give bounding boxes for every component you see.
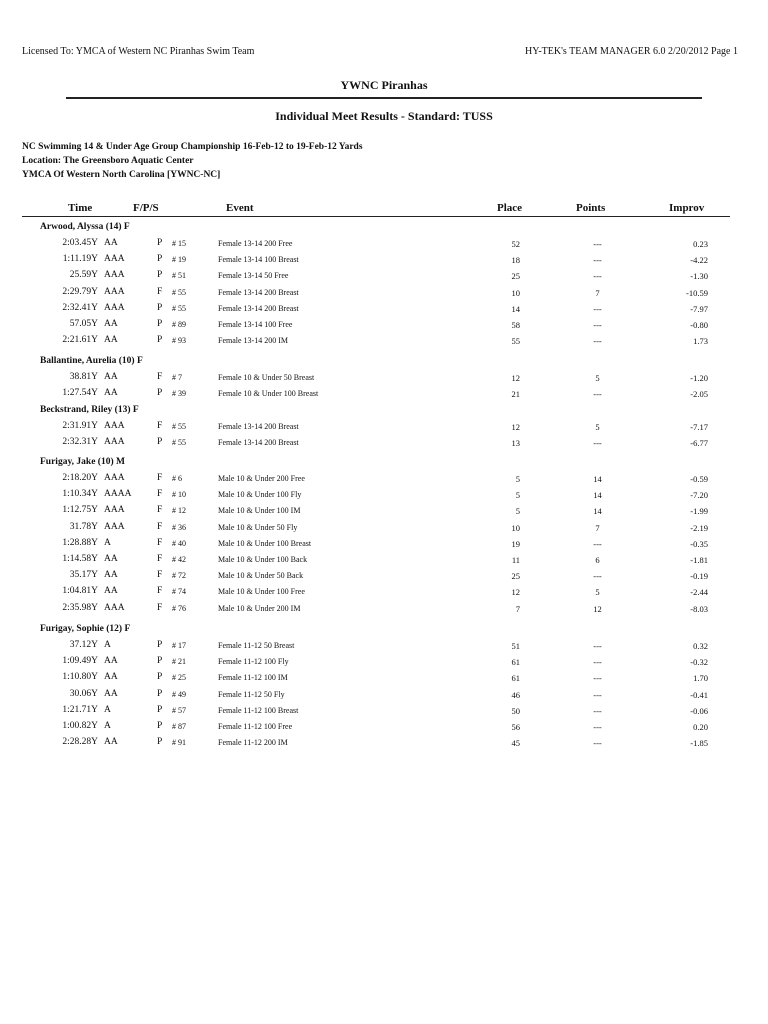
result-standard: AAA: [104, 270, 125, 281]
result-place: 51: [511, 641, 520, 651]
result-place: 46: [511, 689, 520, 700]
result-standard: AA: [104, 372, 118, 382]
result-event-number: # 91: [172, 738, 186, 748]
result-place: 7: [515, 603, 520, 614]
result-fps: P: [157, 737, 163, 748]
result-time: 1:09.49Y: [62, 656, 98, 667]
result-improv: -1.85: [690, 738, 708, 749]
team-title: YWNC Piranhas: [340, 78, 428, 92]
result-points: 5: [595, 422, 600, 432]
result-improv: -0.59: [690, 474, 708, 484]
result-event-number: # 40: [172, 538, 186, 548]
result-fps: P: [157, 319, 163, 329]
result-points: 5: [595, 587, 600, 598]
result-event: Female 13-14 200 Free: [218, 239, 293, 248]
report-title: Individual Meet Results - Standard: TUSS: [275, 109, 493, 123]
result-time: 57.05Y: [69, 319, 98, 329]
result-standard: AA: [104, 554, 118, 564]
swimmer-name: Beckstrand, Riley (13) F: [40, 405, 139, 415]
result-event-number: # 93: [172, 336, 186, 346]
result-improv: -0.41: [690, 689, 708, 700]
result-standard: AAA: [104, 505, 125, 516]
result-fps: P: [157, 721, 163, 731]
result-place: 52: [511, 239, 520, 249]
result-standard: A: [104, 640, 111, 650]
result-row: [0, 238, 768, 254]
result-improv: -1.30: [690, 271, 708, 282]
result-standard: AA: [104, 335, 118, 346]
result-event: Male 10 & Under 200 IM: [218, 603, 301, 613]
result-points: ---: [593, 320, 602, 330]
result-points: 14: [593, 474, 602, 484]
result-event: Male 10 & Under 50 Fly: [218, 522, 298, 532]
result-event-number: # 89: [172, 320, 186, 329]
result-fps: P: [157, 388, 163, 399]
result-points: ---: [593, 722, 602, 732]
result-points: ---: [593, 571, 602, 582]
result-row: [0, 705, 768, 721]
result-points: 5: [595, 373, 600, 383]
result-place: 56: [511, 722, 520, 732]
result-fps: F: [157, 421, 163, 431]
result-standard: AAA: [104, 302, 125, 313]
result-event-number: # 57: [172, 705, 186, 715]
result-place: 10: [511, 522, 520, 533]
result-place: 25: [511, 571, 520, 582]
result-row: [0, 721, 768, 737]
result-time: 1:04.81Y: [62, 586, 98, 597]
result-improv: -10.59: [686, 287, 708, 298]
result-improv: 0.20: [693, 722, 708, 732]
result-place: 5: [515, 474, 520, 484]
result-points: ---: [593, 438, 602, 449]
result-fps: P: [157, 254, 163, 265]
result-points: ---: [593, 538, 602, 549]
result-time: 2:32.41Y: [62, 302, 98, 313]
result-row: [0, 388, 768, 404]
result-points: 14: [593, 506, 602, 517]
result-improv: -2.05: [690, 389, 708, 400]
result-time: 1:11.19Y: [62, 254, 98, 265]
result-time: 1:00.82Y: [62, 721, 98, 731]
result-fps: P: [157, 335, 163, 346]
result-improv: -8.03: [690, 603, 708, 614]
result-event: Female 10 & Under 100 Breast: [218, 389, 319, 399]
result-points: ---: [593, 389, 602, 400]
result-place: 45: [511, 738, 520, 749]
result-place: 58: [511, 320, 520, 330]
result-row: [0, 505, 768, 521]
col-place: Place: [497, 202, 523, 214]
result-improv: -2.44: [690, 587, 708, 598]
result-fps: P: [157, 688, 163, 699]
result-row: [0, 421, 768, 437]
result-fps: P: [157, 640, 163, 650]
result-place: 10: [511, 287, 520, 298]
result-fps: F: [157, 537, 163, 548]
result-fps: F: [157, 570, 163, 581]
result-points: ---: [593, 239, 602, 249]
result-time: 2:31.91Y: [62, 421, 98, 431]
result-row: [0, 437, 768, 453]
result-standard: AAA: [104, 421, 125, 431]
result-row: [0, 672, 768, 688]
result-points: ---: [593, 303, 602, 314]
result-time: 1:27.54Y: [62, 388, 98, 399]
result-event-number: # 10: [172, 490, 186, 500]
result-time: 37.12Y: [69, 640, 98, 650]
result-row: [0, 538, 768, 554]
result-standard: AAA: [104, 473, 125, 483]
meet-location: Location: The Greensboro Aquatic Center: [22, 156, 194, 166]
col-event: Event: [226, 202, 254, 214]
result-row: [0, 554, 768, 570]
result-improv: -2.19: [690, 522, 708, 533]
result-row: [0, 689, 768, 705]
result-improv: 0.32: [693, 641, 708, 651]
result-fps: P: [157, 704, 163, 715]
result-event-number: # 74: [172, 587, 186, 597]
result-improv: -7.97: [690, 303, 708, 314]
result-event-number: # 36: [172, 522, 186, 532]
swimmer-name: Furigay, Jake (10) M: [40, 457, 125, 467]
team-name: YMCA Of Western North Carolina [YWNC-NC]: [22, 170, 221, 180]
result-standard: A: [104, 721, 111, 731]
result-event-number: # 6: [172, 474, 182, 483]
result-row: [0, 303, 768, 319]
col-fps: F/P/S: [133, 202, 159, 214]
result-time: 1:14.58Y: [62, 554, 98, 564]
result-event: Female 11-12 100 Breast: [218, 705, 299, 715]
result-standard: AAA: [104, 521, 125, 532]
result-standard: AA: [104, 238, 118, 248]
result-place: 55: [511, 336, 520, 347]
result-event: Female 13-14 200 Breast: [218, 303, 299, 313]
result-time: 31.78Y: [69, 521, 98, 532]
result-improv: -0.06: [690, 705, 708, 716]
result-improv: -0.35: [690, 538, 708, 549]
result-standard: AAA: [104, 254, 125, 265]
result-standard: A: [104, 537, 111, 548]
result-points: 6: [595, 555, 600, 565]
result-fps: P: [157, 302, 163, 313]
result-improv: -0.19: [690, 571, 708, 582]
result-event: Male 10 & Under 100 Free: [218, 587, 305, 597]
result-time: 1:10.80Y: [62, 672, 98, 683]
col-points: Points: [576, 202, 606, 214]
result-place: 21: [511, 389, 520, 400]
result-points: ---: [593, 673, 602, 684]
result-row: [0, 586, 768, 602]
result-row: [0, 473, 768, 489]
result-improv: -0.80: [690, 320, 708, 330]
result-place: 5: [515, 490, 520, 501]
result-points: 12: [593, 603, 602, 614]
result-row: [0, 656, 768, 672]
result-place: 61: [511, 657, 520, 668]
result-fps: F: [157, 505, 163, 516]
result-time: 2:32.31Y: [62, 437, 98, 448]
swimmer-name: Ballantine, Aurelia (10) F: [40, 356, 143, 366]
result-improv: -4.22: [690, 255, 708, 266]
result-row: [0, 335, 768, 351]
result-event: Male 10 & Under 100 Breast: [218, 538, 312, 548]
result-time: 2:21.61Y: [62, 335, 98, 346]
result-row: [0, 372, 768, 388]
result-event-number: # 7: [172, 373, 182, 382]
result-event: Female 13-14 50 Free: [218, 271, 289, 281]
result-fps: F: [157, 489, 163, 500]
result-place: 12: [511, 422, 520, 432]
result-points: 14: [593, 490, 602, 501]
result-fps: F: [157, 521, 163, 532]
result-place: 14: [511, 303, 520, 314]
result-time: 1:21.71Y: [62, 704, 98, 715]
result-event: Female 11-12 100 IM: [218, 673, 288, 683]
result-time: 38.81Y: [69, 372, 98, 382]
result-place: 61: [511, 673, 520, 684]
result-row: [0, 640, 768, 656]
result-time: 1:10.34Y: [62, 489, 98, 500]
result-event: Male 10 & Under 100 Fly: [218, 490, 302, 500]
result-standard: AA: [104, 737, 118, 748]
result-place: 18: [511, 255, 520, 266]
result-points: 7: [595, 522, 600, 533]
result-place: 25: [511, 271, 520, 282]
result-event: Female 13-14 100 Breast: [218, 255, 299, 265]
title-rule: [66, 97, 702, 99]
swimmer-name: Arwood, Alyssa (14) F: [40, 222, 130, 232]
result-standard: AA: [104, 688, 118, 699]
result-fps: F: [157, 372, 163, 382]
result-standard: AA: [104, 656, 118, 667]
result-time: 1:28.88Y: [62, 537, 98, 548]
result-event-number: # 55: [172, 438, 186, 448]
result-standard: AAA: [104, 602, 125, 613]
result-time: 2:03.45Y: [62, 238, 98, 248]
result-standard: AAA: [104, 437, 125, 448]
result-event: Female 13-14 100 Free: [218, 320, 293, 329]
result-time: 2:28.28Y: [62, 737, 98, 748]
result-event: Female 11-12 100 Fly: [218, 657, 289, 667]
result-standard: AA: [104, 570, 118, 581]
license-line: Licensed To: YMCA of Western NC Piranhas Swim Team: [22, 46, 255, 57]
result-fps: F: [157, 473, 163, 483]
result-event-number: # 55: [172, 287, 186, 297]
result-event: Male 10 & Under 100 Back: [218, 555, 308, 564]
result-time: 30.06Y: [69, 688, 98, 699]
result-fps: F: [157, 286, 163, 297]
result-standard: AAA: [104, 286, 125, 297]
col-improv: Improv: [669, 202, 705, 214]
result-fps: P: [157, 437, 163, 448]
result-improv: -1.81: [690, 555, 708, 565]
result-row: [0, 737, 768, 753]
result-fps: F: [157, 554, 163, 564]
result-event-number: # 55: [172, 303, 186, 313]
result-event: Male 10 & Under 200 Free: [218, 474, 305, 483]
result-event-number: # 76: [172, 603, 186, 613]
result-time: 2:29.79Y: [62, 286, 98, 297]
result-improv: -6.77: [690, 438, 708, 449]
result-event: Male 10 & Under 100 IM: [218, 506, 301, 516]
result-points: ---: [593, 689, 602, 700]
result-event: Male 10 & Under 50 Back: [218, 571, 304, 581]
result-standard: AAAA: [104, 489, 132, 500]
header-rule: [22, 216, 730, 217]
result-event-number: # 12: [172, 506, 186, 516]
result-points: ---: [593, 336, 602, 347]
meet-name: NC Swimming 14 & Under Age Group Championship 16-Feb-12 to 19-Feb-12 Yards: [22, 142, 363, 152]
result-place: 12: [511, 587, 520, 598]
result-event: Female 11-12 200 IM: [218, 738, 288, 748]
result-fps: P: [157, 238, 163, 248]
result-time: 2:18.20Y: [62, 473, 98, 483]
result-place: 12: [511, 373, 520, 383]
result-standard: AA: [104, 388, 118, 399]
result-event: Female 13-14 200 Breast: [218, 287, 299, 297]
result-points: ---: [593, 738, 602, 749]
result-event-number: # 87: [172, 722, 186, 731]
result-points: ---: [593, 657, 602, 668]
result-place: 13: [511, 438, 520, 449]
result-fps: P: [157, 270, 163, 281]
result-row: [0, 489, 768, 505]
result-improv: 0.23: [693, 239, 708, 249]
result-event: Female 13-14 200 Breast: [218, 438, 299, 448]
result-row: [0, 287, 768, 303]
result-row: [0, 522, 768, 538]
result-standard: A: [104, 704, 111, 715]
result-fps: P: [157, 656, 163, 667]
result-event-number: # 39: [172, 389, 186, 399]
result-event: Female 11-12 50 Breast: [218, 641, 295, 650]
result-event: Female 13-14 200 IM: [218, 336, 288, 346]
result-standard: AA: [104, 319, 118, 329]
result-event-number: # 21: [172, 657, 186, 667]
result-event: Female 10 & Under 50 Breast: [218, 373, 315, 382]
result-improv: -1.20: [690, 373, 708, 383]
result-place: 50: [511, 705, 520, 716]
result-points: 7: [595, 287, 600, 298]
result-improv: -0.32: [690, 657, 708, 668]
result-event-number: # 72: [172, 571, 186, 581]
result-improv: 1.73: [693, 336, 708, 347]
result-row: [0, 254, 768, 270]
result-place: 11: [511, 555, 520, 565]
result-event-number: # 17: [172, 641, 186, 650]
result-place: 5: [515, 506, 520, 517]
col-time: Time: [68, 202, 93, 214]
result-event-number: # 15: [172, 239, 186, 248]
result-event: Female 13-14 200 Breast: [218, 422, 299, 431]
result-row: [0, 319, 768, 335]
result-improv: 1.70: [693, 673, 708, 684]
result-standard: AA: [104, 672, 118, 683]
result-standard: AA: [104, 586, 118, 597]
result-fps: P: [157, 672, 163, 683]
result-fps: F: [157, 586, 163, 597]
result-row: [0, 270, 768, 286]
result-points: ---: [593, 271, 602, 282]
swimmer-name: Furigay, Sophie (12) F: [40, 624, 131, 634]
result-improv: -7.17: [690, 422, 708, 432]
result-event: Female 11-12 100 Free: [218, 722, 293, 731]
result-event-number: # 51: [172, 271, 186, 281]
result-time: 2:35.98Y: [62, 602, 98, 613]
result-time: 1:12.75Y: [62, 505, 98, 516]
software-page-info: HY-TEK's TEAM MANAGER 6.0 2/20/2012 Page 1: [525, 46, 738, 57]
result-time: 25.59Y: [69, 270, 98, 281]
result-fps: F: [157, 602, 163, 613]
result-improv: -1.99: [690, 506, 708, 517]
result-event-number: # 19: [172, 255, 186, 265]
result-event-number: # 25: [172, 673, 186, 683]
result-event-number: # 49: [172, 689, 186, 699]
result-event-number: # 42: [172, 555, 186, 564]
result-time: 35.17Y: [69, 570, 98, 581]
result-row: [0, 570, 768, 586]
result-row: [0, 603, 768, 619]
result-improv: -7.20: [690, 490, 708, 501]
result-event-number: # 55: [172, 422, 186, 431]
result-points: ---: [593, 255, 602, 266]
result-place: 19: [511, 538, 520, 549]
result-event: Female 11-12 50 Fly: [218, 689, 285, 699]
result-points: ---: [593, 705, 602, 716]
result-points: ---: [593, 641, 602, 651]
